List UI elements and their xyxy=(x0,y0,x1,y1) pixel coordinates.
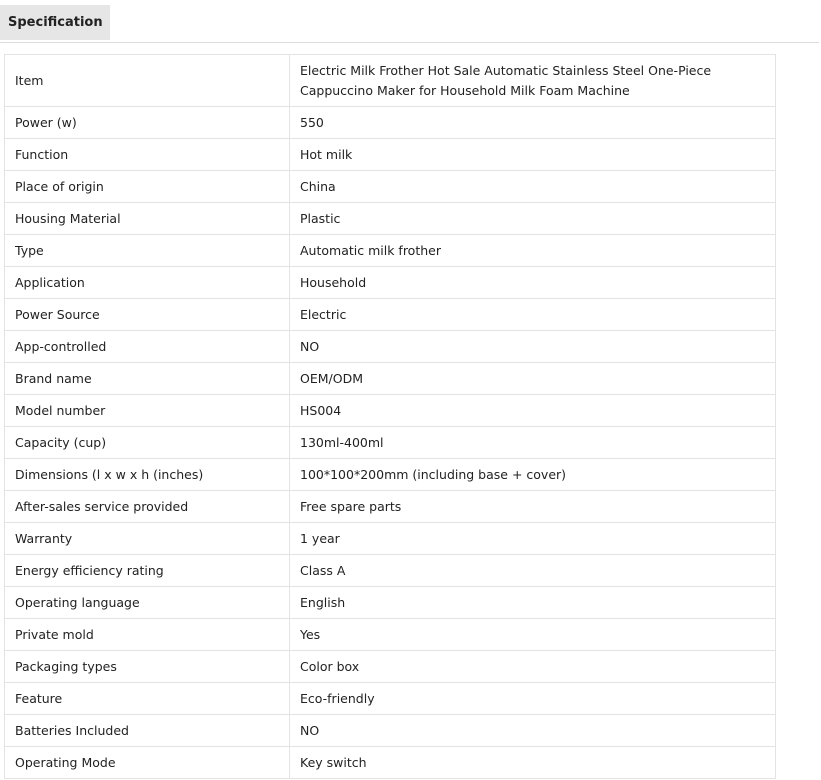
spec-value: Eco-friendly xyxy=(290,683,776,715)
spec-key: Place of origin xyxy=(5,171,290,203)
spec-key: Operating language xyxy=(5,587,290,619)
spec-key: Energy efficiency rating xyxy=(5,555,290,587)
table-row xyxy=(5,459,776,491)
spec-value: NO xyxy=(290,331,776,363)
table-row xyxy=(5,267,776,299)
table-row xyxy=(5,107,776,139)
table-row xyxy=(5,715,776,747)
spec-value: Color box xyxy=(290,651,776,683)
spec-value: Automatic milk frother xyxy=(290,235,776,267)
table-row xyxy=(5,427,776,459)
spec-key: Operating Mode xyxy=(5,747,290,779)
spec-key: Function xyxy=(5,139,290,171)
table-row xyxy=(5,139,776,171)
spec-value: Hot milk xyxy=(290,139,776,171)
spec-key: Batteries Included xyxy=(5,715,290,747)
spec-value: Free spare parts xyxy=(290,491,776,523)
spec-key: Application xyxy=(5,267,290,299)
table-row xyxy=(5,171,776,203)
tab-bar xyxy=(0,0,819,43)
table-row xyxy=(5,683,776,715)
table-row xyxy=(5,299,776,331)
spec-key: Feature xyxy=(5,683,290,715)
table-row xyxy=(5,587,776,619)
table-row xyxy=(5,651,776,683)
tab-specification[interactable]: Specification xyxy=(0,5,110,40)
spec-value: NO xyxy=(290,715,776,747)
spec-key: Private mold xyxy=(5,619,290,651)
spec-value: Class A xyxy=(290,555,776,587)
table-row xyxy=(5,619,776,651)
spec-value: OEM/ODM xyxy=(290,363,776,395)
spec-key: Power (w) xyxy=(5,107,290,139)
spec-key: Housing Material xyxy=(5,203,290,235)
spec-key: After-sales service provided xyxy=(5,491,290,523)
spec-key: Dimensions (l x w x h (inches) xyxy=(5,459,290,491)
table-row xyxy=(5,363,776,395)
table-row xyxy=(5,491,776,523)
spec-value: 130ml-400ml xyxy=(290,427,776,459)
specification-table xyxy=(4,54,776,779)
spec-key: Brand name xyxy=(5,363,290,395)
spec-value: 550 xyxy=(290,107,776,139)
spec-value: Electric xyxy=(290,299,776,331)
spec-value: Electric Milk Frother Hot Sale Automatic Stainless Steel One-Piece Cappuccino Maker for Household Milk Foam Machine xyxy=(290,55,776,107)
table-row xyxy=(5,331,776,363)
spec-key: Packaging types xyxy=(5,651,290,683)
spec-value: 1 year xyxy=(290,523,776,555)
spec-key: Warranty xyxy=(5,523,290,555)
spec-value: Key switch xyxy=(290,747,776,779)
spec-value: English xyxy=(290,587,776,619)
spec-value: Plastic xyxy=(290,203,776,235)
spec-key: Type xyxy=(5,235,290,267)
spec-value: HS004 xyxy=(290,395,776,427)
table-row xyxy=(5,235,776,267)
table-row xyxy=(5,523,776,555)
spec-key: Power Source xyxy=(5,299,290,331)
table-row xyxy=(5,555,776,587)
spec-value: 100*100*200mm (including base + cover) xyxy=(290,459,776,491)
table-row xyxy=(5,747,776,779)
spec-key: App-controlled xyxy=(5,331,290,363)
spec-key: Capacity (cup) xyxy=(5,427,290,459)
table-row xyxy=(5,55,776,107)
spec-key: Model number xyxy=(5,395,290,427)
table-row xyxy=(5,203,776,235)
spec-value: Household xyxy=(290,267,776,299)
table-row xyxy=(5,395,776,427)
spec-key: Item xyxy=(5,55,290,107)
spec-value: Yes xyxy=(290,619,776,651)
spec-value: China xyxy=(290,171,776,203)
